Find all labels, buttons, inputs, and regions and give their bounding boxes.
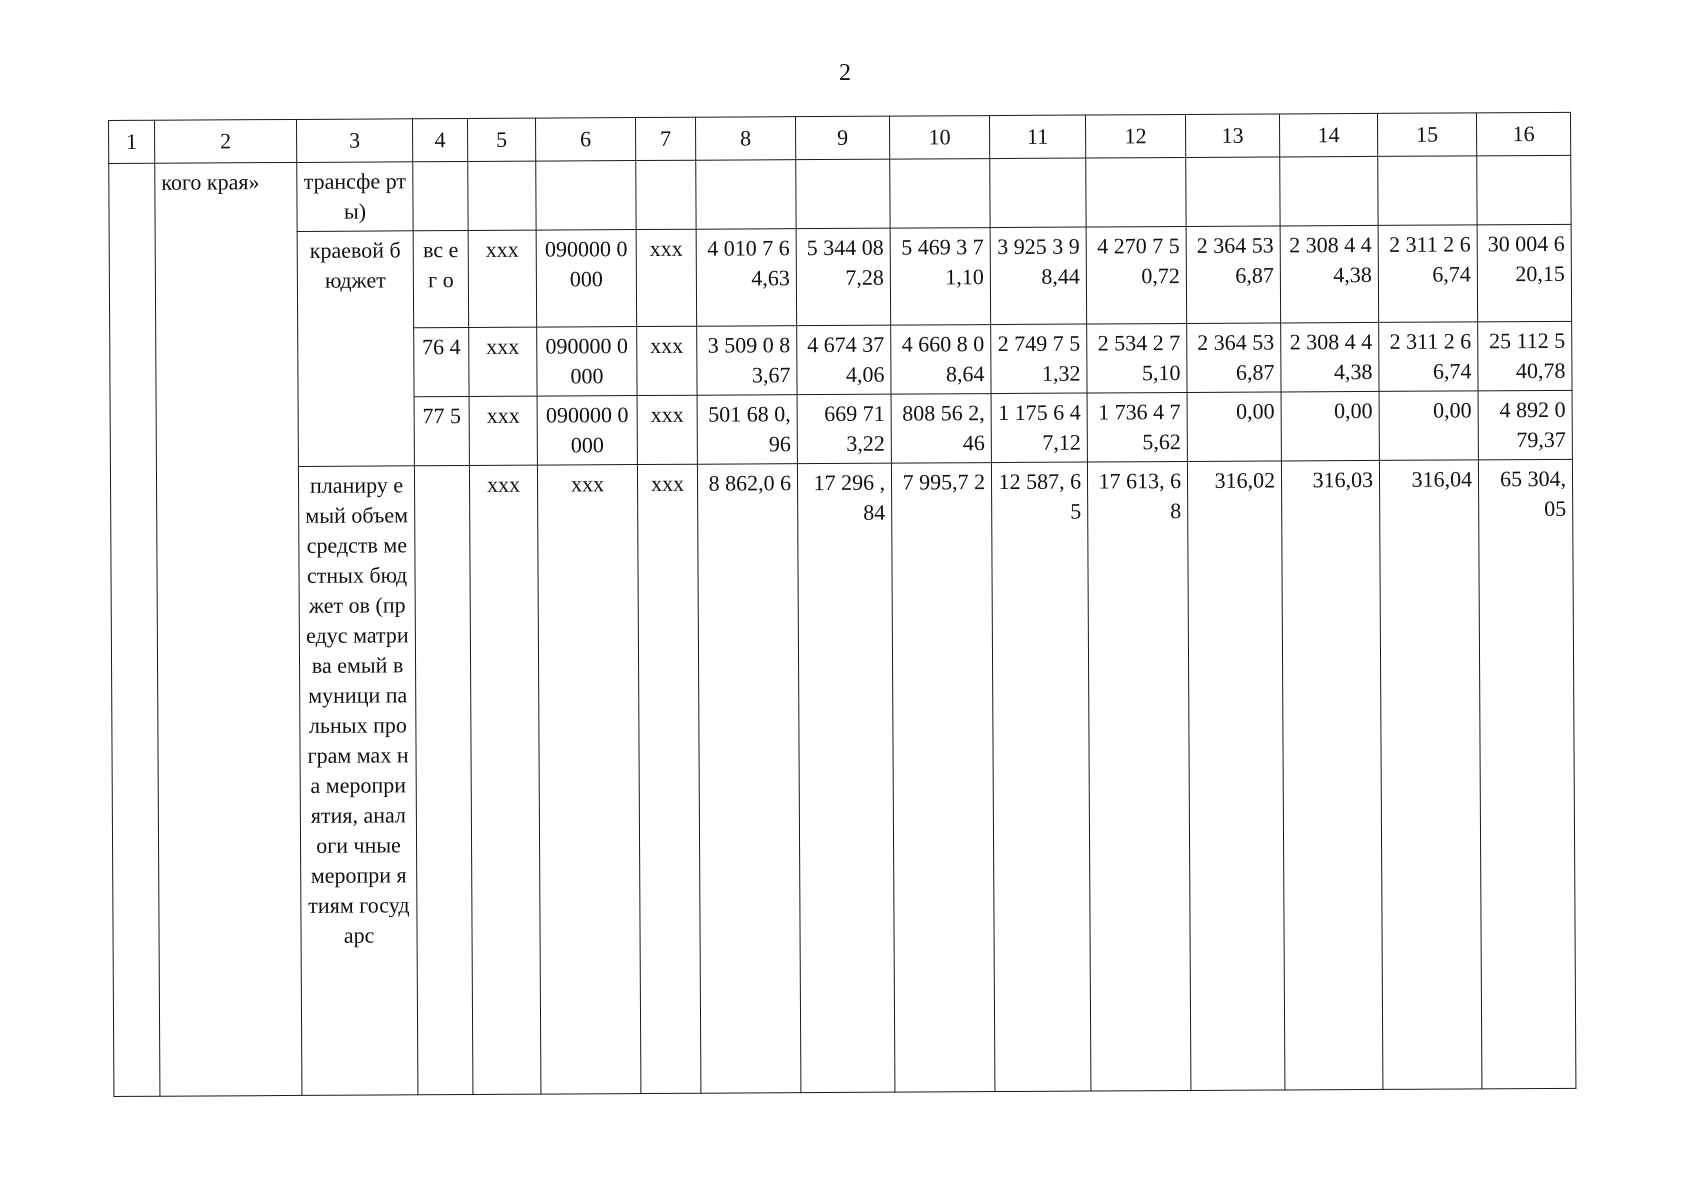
- value-cell: 4 892 0 79,37: [1478, 390, 1572, 460]
- value-cell: 4 674 374,06: [797, 325, 891, 395]
- header-cell: 13: [1185, 114, 1279, 158]
- header-cell: 16: [1476, 112, 1570, 156]
- header-cell: 11: [989, 115, 1085, 159]
- source-cell: трансфе рты): [297, 162, 413, 232]
- value-cell: 808 56 2,46: [891, 394, 991, 464]
- value-cell: 4 010 7 64,63: [696, 229, 797, 327]
- empty-cell: [414, 465, 473, 1094]
- header-cell: 5: [467, 118, 535, 161]
- empty-cell: [1280, 156, 1378, 226]
- value-cell: 8 862,0 6: [697, 464, 801, 1094]
- source-cell: краевой бюджет: [297, 231, 414, 467]
- table-row: [110, 459, 1575, 1096]
- empty-cell: [413, 161, 468, 230]
- empty-cell: [468, 161, 536, 230]
- value-cell: 2 311 2 66,74: [1379, 322, 1478, 392]
- code-cell: ххх: [469, 327, 537, 396]
- source-cell: планиру емый объем средств местных бюджет ов (предус матрива емый в муници пальных програм мах на меропри ятия, аналоги чные меропри ятиям государс: [298, 466, 418, 1096]
- value-cell: 4 660 8 08,64: [891, 325, 991, 395]
- empty-cell: [536, 161, 636, 231]
- code-cell: 090000 0000: [537, 327, 637, 397]
- value-cell: 3 925 3 98,44: [990, 227, 1087, 325]
- gr-code-cell: 77 5: [414, 396, 469, 465]
- code-cell: ххх: [636, 229, 697, 326]
- header-cell: 1: [109, 120, 155, 163]
- value-cell: 669 71 3,22: [797, 394, 891, 464]
- col1-cell: [109, 163, 160, 1096]
- value-cell: 2 308 4 44,38: [1281, 322, 1379, 392]
- header-cell: 8: [695, 117, 795, 161]
- program-name-cell: кого края»: [155, 162, 302, 1096]
- code-cell: 090000 0000: [536, 230, 637, 328]
- value-cell: 3 509 0 83,67: [697, 326, 797, 396]
- header-cell: 14: [1279, 113, 1377, 157]
- empty-cell: [1186, 157, 1280, 227]
- value-cell: 4 270 7 50,72: [1086, 226, 1187, 324]
- header-cell: 3: [296, 119, 412, 163]
- empty-cell: [1378, 156, 1477, 226]
- header-cell: 12: [1085, 114, 1185, 158]
- value-cell: 17 296 ,84: [797, 463, 895, 1093]
- empty-cell: [1086, 157, 1186, 227]
- empty-cell: [990, 158, 1086, 228]
- value-cell: 316,03: [1281, 460, 1383, 1090]
- value-cell: 1 175 6 47,12: [991, 393, 1087, 463]
- header-cell: 9: [795, 116, 889, 160]
- header-cell: 2: [155, 119, 297, 163]
- value-cell: 30 004 620,15: [1477, 224, 1572, 322]
- value-cell: 65 304, 05: [1478, 459, 1576, 1089]
- empty-cell: [636, 160, 696, 229]
- code-cell: ххх: [468, 230, 537, 327]
- value-cell: 2 364 536,87: [1187, 323, 1281, 393]
- value-cell: 17 613, 68: [1087, 461, 1191, 1091]
- value-cell: 2 364 536,87: [1186, 226, 1281, 324]
- header-cell: 7: [635, 117, 695, 160]
- code-cell: ххх: [637, 464, 701, 1093]
- value-cell: 2 308 4 44,38: [1280, 225, 1379, 323]
- value-cell: 0,00: [1281, 391, 1379, 461]
- code-cell: ххх: [637, 395, 697, 464]
- code-cell: ххх: [537, 465, 641, 1095]
- code-cell: ххх: [469, 465, 541, 1094]
- value-cell: 2 311 2 66,74: [1378, 225, 1478, 323]
- code-cell: 090000 0000: [537, 396, 637, 466]
- empty-cell: [1477, 155, 1571, 225]
- value-cell: 7 995,7 2: [891, 463, 995, 1093]
- code-cell: ххх: [637, 326, 697, 395]
- value-cell: 5 344 087,28: [796, 228, 891, 326]
- value-cell: 2 534 2 75,10: [1087, 323, 1187, 393]
- empty-cell: [890, 159, 990, 229]
- value-cell: 0,00: [1379, 391, 1478, 461]
- empty-cell: [796, 159, 890, 229]
- code-cell: ххх: [469, 396, 537, 465]
- table-row: [109, 155, 1571, 232]
- value-cell: 501 68 0,96: [697, 395, 797, 465]
- value-cell: 5 469 3 71,10: [890, 228, 991, 326]
- value-cell: 1 736 4 75,62: [1087, 392, 1187, 462]
- budget-table: [108, 112, 1576, 1097]
- gr-code-cell: 76 4: [414, 327, 469, 396]
- gr-code-cell: вс ег о: [413, 230, 469, 327]
- page-number: 2: [839, 60, 851, 86]
- header-cell: 6: [535, 118, 635, 162]
- value-cell: 316,02: [1187, 461, 1285, 1091]
- table-row: [109, 224, 1572, 329]
- value-cell: 25 112 540,78: [1478, 321, 1572, 391]
- value-cell: 316,04: [1379, 460, 1482, 1090]
- header-cell: 4: [412, 118, 467, 161]
- value-cell: 12 587, 65: [991, 462, 1091, 1092]
- value-cell: 0,00: [1187, 392, 1281, 462]
- header-cell: 10: [889, 116, 989, 160]
- empty-cell: [696, 160, 796, 230]
- header-cell: 15: [1377, 113, 1476, 157]
- value-cell: 2 749 7 51,32: [991, 324, 1087, 394]
